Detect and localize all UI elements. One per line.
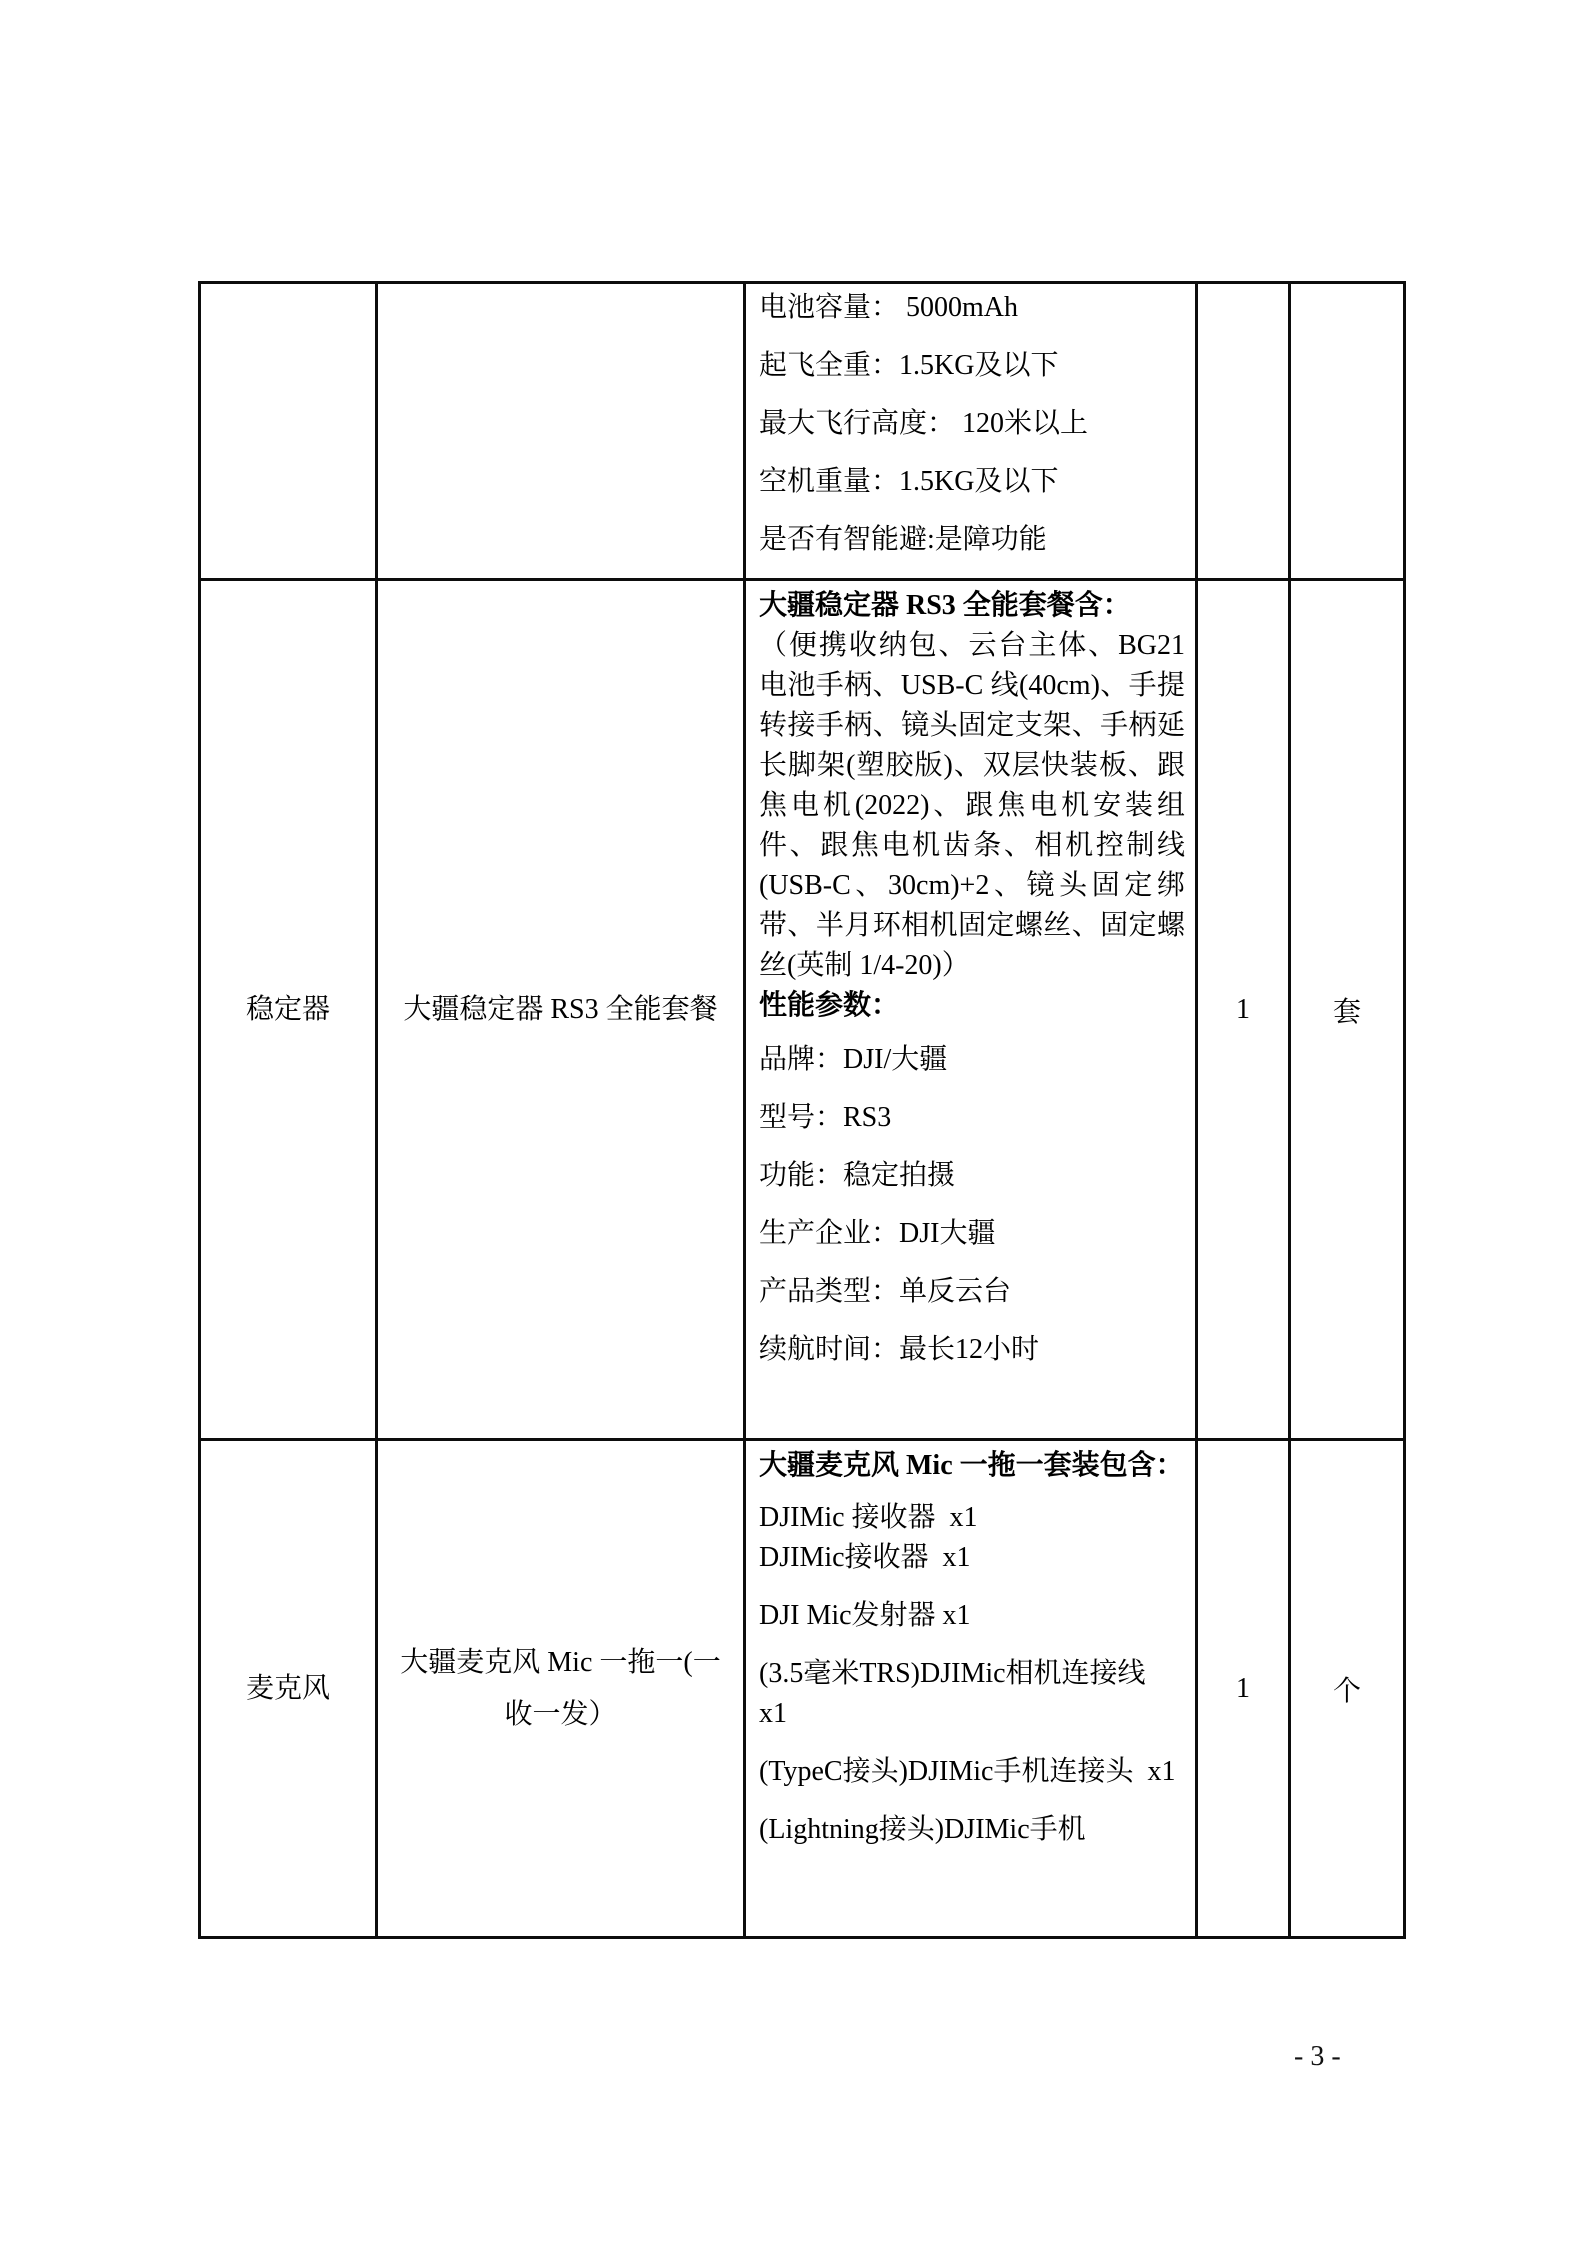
spec-line: 型号：RS3 (759, 1102, 892, 1133)
quantity-cell: 1 (1197, 580, 1290, 1440)
spec-line: DJIMic 接收器 x1 (759, 1502, 978, 1533)
specs-cell (745, 580, 1197, 1440)
spec-line: (3.5毫米TRS)DJIMic相机连接线 x1 (759, 1658, 1160, 1729)
specs-cell (745, 283, 1197, 580)
spec-line: 起飞全重：1.5KG及以下 (759, 350, 1059, 381)
unit-cell: 个 (1290, 1440, 1405, 1938)
product-cell: 大疆麦克风 Mic 一拖一(一收一发） (377, 1440, 745, 1938)
product-cell (377, 283, 745, 580)
spec-line: 功能：稳定拍摄 (759, 1160, 956, 1191)
table-row-stabilizer (200, 580, 1405, 1440)
spec-line: 续航时间：最长12小时 (759, 1334, 1040, 1365)
table-row-microphone (200, 1440, 1405, 1938)
spec-subtitle: 性能参数： (759, 990, 900, 1021)
category-cell: 麦克风 (200, 1440, 377, 1938)
spec-line: (TypeC接头)DJIMic手机连接头 x1 (759, 1756, 1176, 1787)
spec-line: 是否有智能避:是障功能 (759, 524, 1047, 555)
quantity-cell (1197, 283, 1290, 580)
equipment-spec-table (198, 281, 1406, 1939)
spec-line: 空机重量：1.5KG及以下 (759, 466, 1059, 497)
table-row-drone-continuation (200, 283, 1405, 580)
product-cell: 大疆稳定器 RS3 全能套餐 (377, 580, 745, 1440)
spec-package-body: （便携收纳包、云台主体、BG21电池手柄、USB-C 线(40cm)、手提转接手柄、镜头固定支架、手柄延长脚架(塑胶版)、双层快装板、跟焦电机(2022)、跟焦电机安装组件、跟焦电机齿条、相机控制线(USB-C、30cm)+2、镜头固定绑带、半月环相机固定螺丝、固定螺丝(英制 1/4-20)） (759, 630, 1185, 981)
spec-line: DJI Mic发射器 x1 (759, 1600, 971, 1631)
spec-package-title: 大疆麦克风 Mic 一拖一套装包含： (759, 1450, 1184, 1481)
spec-line: 生产企业：DJI大疆 (759, 1218, 996, 1249)
spec-line: 产品类型：单反云台 (759, 1276, 1012, 1307)
specs-cell (745, 1440, 1197, 1938)
spec-package-title: 大疆稳定器 RS3 全能套餐含： (759, 590, 1131, 621)
category-cell (200, 283, 377, 580)
spec-line: (Lightning接头)DJIMic手机 (759, 1814, 1086, 1845)
unit-cell (1290, 283, 1405, 580)
page-number: - 3 - (1294, 2041, 1341, 2072)
category-cell: 稳定器 (200, 580, 377, 1440)
unit-cell: 套 (1290, 580, 1405, 1440)
spec-line: DJIMic接收器 x1 (759, 1542, 971, 1573)
spec-line: 电池容量： 5000mAh (759, 292, 1019, 323)
spec-line: 最大飞行高度： 120米以上 (759, 408, 1089, 439)
spec-line: 品牌：DJI/大疆 (759, 1044, 948, 1075)
quantity-cell: 1 (1197, 1440, 1290, 1938)
